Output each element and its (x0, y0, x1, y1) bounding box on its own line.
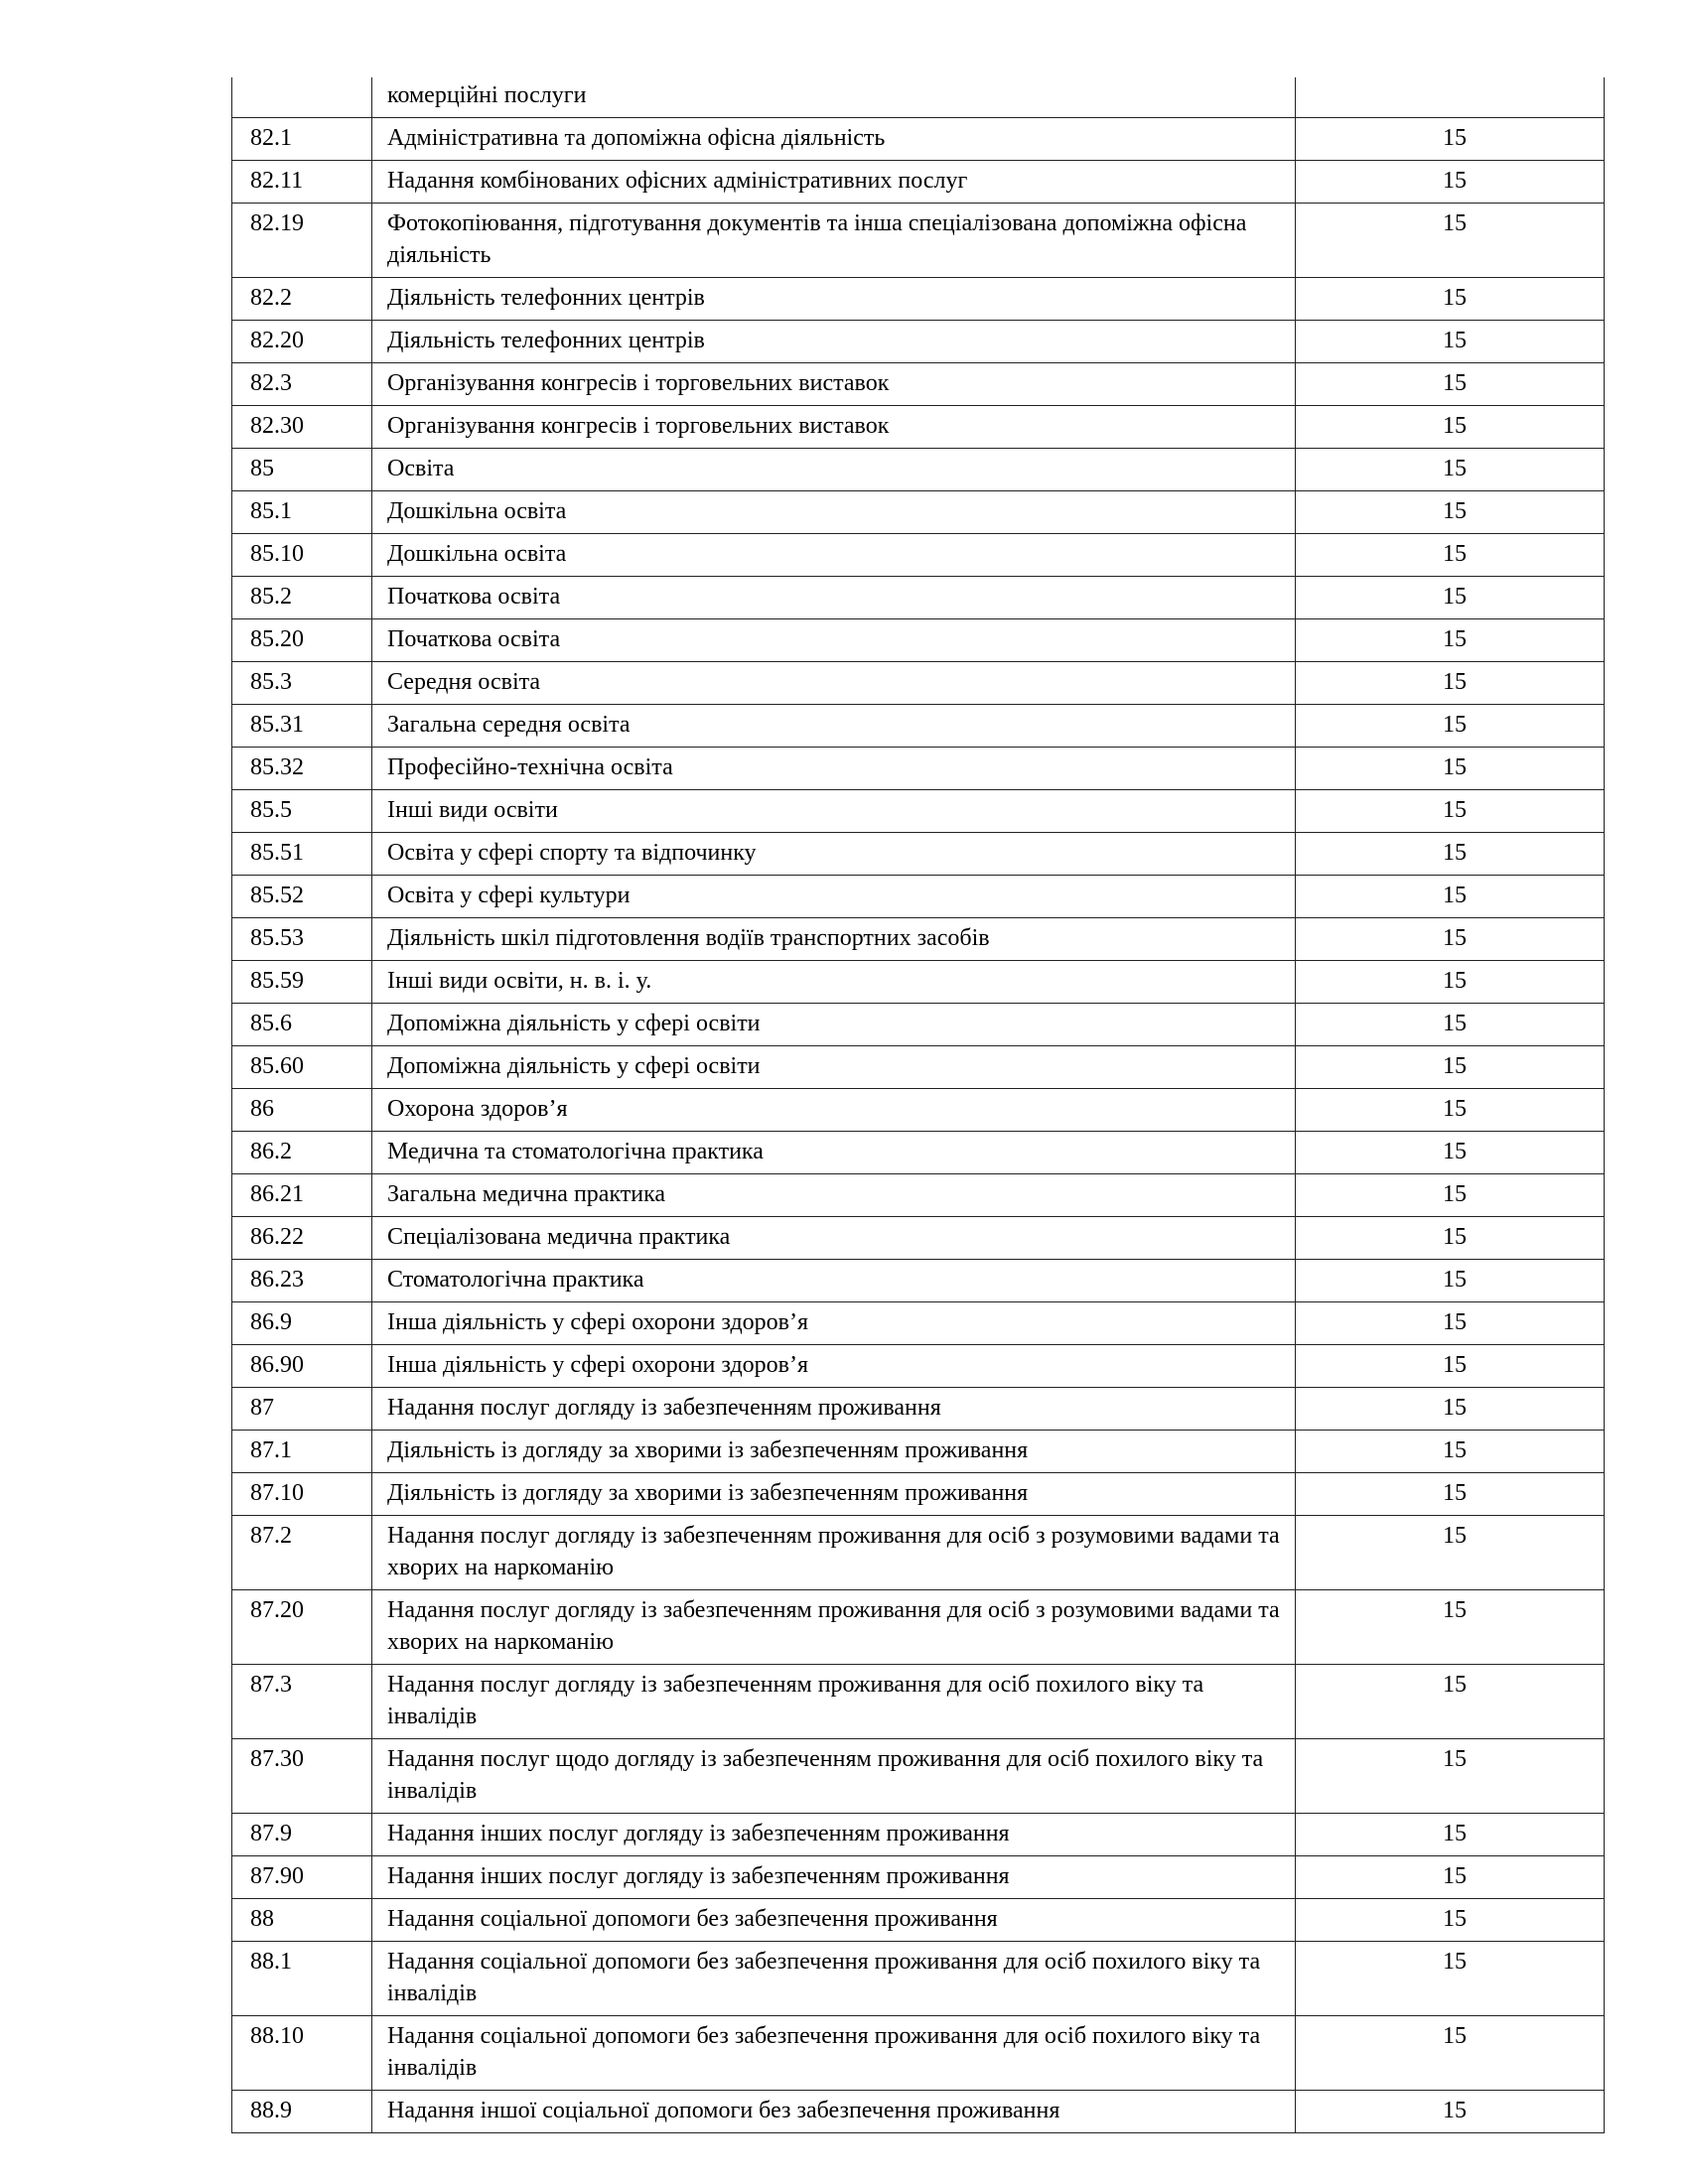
activity-name-cell: Надання інших послуг догляду із забезпеченням проживання (372, 1856, 1296, 1899)
table-row (232, 1942, 1605, 2016)
code-cell: 87.2 (232, 1516, 372, 1590)
table-row (232, 619, 1605, 662)
activity-name-cell: Діяльність телефонних центрів (372, 278, 1296, 321)
code-cell: 85.51 (232, 833, 372, 876)
activity-name-cell: Діяльність шкіл підготовлення водіїв транспортних засобів (372, 918, 1296, 961)
table-row (232, 577, 1605, 619)
code-cell: 87.90 (232, 1856, 372, 1899)
table-row (232, 1590, 1605, 1665)
table-row (232, 1899, 1605, 1942)
table-row (232, 2091, 1605, 2133)
activity-name-cell: Професійно-технічна освіта (372, 748, 1296, 790)
activity-name-cell: Діяльність із догляду за хворими із забезпеченням проживання (372, 1473, 1296, 1516)
code-cell: 85.52 (232, 876, 372, 918)
code-cell: 85.59 (232, 961, 372, 1004)
code-cell: 82.19 (232, 204, 372, 278)
code-cell: 82.20 (232, 321, 372, 363)
rate-cell: 15 (1296, 406, 1605, 449)
code-cell: 86.22 (232, 1217, 372, 1260)
code-cell: 85.32 (232, 748, 372, 790)
rate-cell: 15 (1296, 1132, 1605, 1174)
code-cell: 87 (232, 1388, 372, 1431)
code-cell: 82.2 (232, 278, 372, 321)
rate-cell: 15 (1296, 1004, 1605, 1046)
activity-name-cell: Інші види освіти (372, 790, 1296, 833)
rate-cell: 15 (1296, 1473, 1605, 1516)
code-cell: 85.2 (232, 577, 372, 619)
activity-name-cell: Надання іншої соціальної допомоги без забезпечення проживання (372, 2091, 1296, 2133)
activity-name-cell: Інші види освіти, н. в. і. у. (372, 961, 1296, 1004)
code-cell: 86.21 (232, 1174, 372, 1217)
activity-name-cell: Освіта у сфері культури (372, 876, 1296, 918)
table-row (232, 118, 1605, 161)
rate-cell: 15 (1296, 1302, 1605, 1345)
table-row (232, 204, 1605, 278)
activity-name-cell: Допоміжна діяльність у сфері освіти (372, 1004, 1296, 1046)
activity-name-cell: Освіта у сфері спорту та відпочинку (372, 833, 1296, 876)
activity-name-cell: Освіта (372, 449, 1296, 491)
activity-name-cell: Інша діяльність у сфері охорони здоров’я (372, 1302, 1296, 1345)
code-cell: 85.53 (232, 918, 372, 961)
code-cell: 86.23 (232, 1260, 372, 1302)
table-row (232, 278, 1605, 321)
activity-name-cell: Діяльність із догляду за хворими із забезпеченням проживання (372, 1431, 1296, 1473)
code-cell: 86 (232, 1089, 372, 1132)
activity-name-cell: Охорона здоров’я (372, 1089, 1296, 1132)
activity-name-cell: Середня освіта (372, 662, 1296, 705)
activity-name-cell: Надання послуг догляду із забезпеченням проживання (372, 1388, 1296, 1431)
table-row (232, 321, 1605, 363)
activity-name-cell: Загальна середня освіта (372, 705, 1296, 748)
activity-name-cell: комерційні послуги (372, 77, 1296, 118)
code-cell: 88.9 (232, 2091, 372, 2133)
table-row (232, 1004, 1605, 1046)
rate-cell: 15 (1296, 1388, 1605, 1431)
code-cell: 85.5 (232, 790, 372, 833)
table-row (232, 1388, 1605, 1431)
activity-name-cell: Надання послуг догляду із забезпеченням проживання для осіб з розумовими вадами та хворих на наркоманію (372, 1516, 1296, 1590)
activity-name-cell: Допоміжна діяльність у сфері освіти (372, 1046, 1296, 1089)
table-row (232, 748, 1605, 790)
rate-cell: 15 (1296, 118, 1605, 161)
rate-cell: 15 (1296, 1814, 1605, 1856)
activity-name-cell: Загальна медична практика (372, 1174, 1296, 1217)
rate-cell: 15 (1296, 161, 1605, 204)
rate-cell: 15 (1296, 1046, 1605, 1089)
activity-name-cell: Початкова освіта (372, 619, 1296, 662)
activity-name-cell: Надання інших послуг догляду із забезпеченням проживання (372, 1814, 1296, 1856)
table-row (232, 491, 1605, 534)
table-row (232, 1302, 1605, 1345)
activity-name-cell: Адміністративна та допоміжна офісна діяльність (372, 118, 1296, 161)
activity-name-cell: Спеціалізована медична практика (372, 1217, 1296, 1260)
code-cell: 85 (232, 449, 372, 491)
table-row (232, 1431, 1605, 1473)
rate-cell: 15 (1296, 491, 1605, 534)
activity-codes-table (231, 77, 1605, 2133)
rate-cell: 15 (1296, 1856, 1605, 1899)
rate-cell: 15 (1296, 1217, 1605, 1260)
rate-cell: 15 (1296, 534, 1605, 577)
code-cell: 87.30 (232, 1739, 372, 1814)
rate-cell: 15 (1296, 204, 1605, 278)
table-row (232, 1856, 1605, 1899)
table-row (232, 1345, 1605, 1388)
table-row (232, 705, 1605, 748)
rate-cell: 15 (1296, 1942, 1605, 2016)
activity-name-cell: Стоматологічна практика (372, 1260, 1296, 1302)
code-cell: 87.20 (232, 1590, 372, 1665)
rate-cell: 15 (1296, 2091, 1605, 2133)
rate-cell: 15 (1296, 363, 1605, 406)
rate-cell: 15 (1296, 1665, 1605, 1739)
activity-name-cell: Медична та стоматологічна практика (372, 1132, 1296, 1174)
activity-name-cell: Надання послуг щодо догляду із забезпеченням проживання для осіб похилого віку та інвалідів (372, 1739, 1296, 1814)
rate-cell: 15 (1296, 918, 1605, 961)
code-cell: 87.3 (232, 1665, 372, 1739)
table-row (232, 961, 1605, 1004)
code-cell: 86.2 (232, 1132, 372, 1174)
code-cell: 85.1 (232, 491, 372, 534)
table-row (232, 2016, 1605, 2091)
code-cell: 82.3 (232, 363, 372, 406)
rate-cell: 15 (1296, 961, 1605, 1004)
table-row (232, 534, 1605, 577)
code-cell: 88.10 (232, 2016, 372, 2091)
rate-cell: 15 (1296, 278, 1605, 321)
rate-cell: 15 (1296, 876, 1605, 918)
rate-cell: 15 (1296, 1345, 1605, 1388)
table-row (232, 1665, 1605, 1739)
table-row (232, 1739, 1605, 1814)
code-cell: 85.60 (232, 1046, 372, 1089)
rate-cell: 15 (1296, 1260, 1605, 1302)
rate-cell: 15 (1296, 2016, 1605, 2091)
activity-name-cell: Початкова освіта (372, 577, 1296, 619)
rate-cell: 15 (1296, 1431, 1605, 1473)
table-row (232, 1089, 1605, 1132)
activity-name-cell: Надання послуг догляду із забезпеченням проживання для осіб похилого віку та інвалідів (372, 1665, 1296, 1739)
code-cell: 87.1 (232, 1431, 372, 1473)
activity-name-cell: Дошкільна освіта (372, 491, 1296, 534)
rate-cell: 15 (1296, 577, 1605, 619)
table-row (232, 1516, 1605, 1590)
activity-name-cell: Надання соціальної допомоги без забезпечення проживання (372, 1899, 1296, 1942)
table-row (232, 1217, 1605, 1260)
code-cell: 85.10 (232, 534, 372, 577)
rate-cell: 15 (1296, 1899, 1605, 1942)
activity-name-cell: Організування конгресів і торговельних виставок (372, 406, 1296, 449)
activity-name-cell: Надання послуг догляду із забезпеченням проживання для осіб з розумовими вадами та хворих на наркоманію (372, 1590, 1296, 1665)
table-row (232, 1260, 1605, 1302)
table-row (232, 1132, 1605, 1174)
table-row (232, 161, 1605, 204)
code-cell: 82.1 (232, 118, 372, 161)
rate-cell: 15 (1296, 662, 1605, 705)
activity-name-cell: Надання соціальної допомоги без забезпечення проживання для осіб похилого віку та інвалідів (372, 1942, 1296, 2016)
rate-cell: 15 (1296, 705, 1605, 748)
table-row (232, 363, 1605, 406)
code-cell: 82.30 (232, 406, 372, 449)
code-cell: 86.9 (232, 1302, 372, 1345)
activity-name-cell: Надання комбінованих офісних адміністративних послуг (372, 161, 1296, 204)
table-body (232, 77, 1605, 2133)
rate-cell: 15 (1296, 790, 1605, 833)
document-page (231, 77, 1598, 2133)
code-cell: 85.31 (232, 705, 372, 748)
code-cell: 82.11 (232, 161, 372, 204)
activity-name-cell: Інша діяльність у сфері охорони здоров’я (372, 1345, 1296, 1388)
code-cell: 88.1 (232, 1942, 372, 2016)
code-cell: 85.6 (232, 1004, 372, 1046)
table-row (232, 876, 1605, 918)
table-row (232, 1046, 1605, 1089)
table-row (232, 833, 1605, 876)
rate-cell: 15 (1296, 1089, 1605, 1132)
table-row (232, 790, 1605, 833)
activity-name-cell: Діяльність телефонних центрів (372, 321, 1296, 363)
table-row (232, 1814, 1605, 1856)
table-row-continuation (232, 77, 1605, 118)
rate-cell: 15 (1296, 619, 1605, 662)
code-cell: 87.10 (232, 1473, 372, 1516)
table-row (232, 918, 1605, 961)
rate-cell: 15 (1296, 1739, 1605, 1814)
rate-cell: 15 (1296, 748, 1605, 790)
code-cell: 86.90 (232, 1345, 372, 1388)
rate-cell: 15 (1296, 1174, 1605, 1217)
activity-name-cell: Фотокопіювання, підготування документів та інша спеціалізована допоміжна офісна діяльність (372, 204, 1296, 278)
rate-cell: 15 (1296, 321, 1605, 363)
activity-name-cell: Організування конгресів і торговельних виставок (372, 363, 1296, 406)
rate-cell: 15 (1296, 1516, 1605, 1590)
rate-cell (1296, 77, 1605, 118)
code-cell: 88 (232, 1899, 372, 1942)
code-cell (232, 77, 372, 118)
table-row (232, 662, 1605, 705)
activity-name-cell: Дошкільна освіта (372, 534, 1296, 577)
table-row (232, 1174, 1605, 1217)
table-row (232, 406, 1605, 449)
rate-cell: 15 (1296, 833, 1605, 876)
activity-name-cell: Надання соціальної допомоги без забезпечення проживання для осіб похилого віку та інвалідів (372, 2016, 1296, 2091)
code-cell: 87.9 (232, 1814, 372, 1856)
rate-cell: 15 (1296, 1590, 1605, 1665)
code-cell: 85.20 (232, 619, 372, 662)
table-row (232, 1473, 1605, 1516)
table-row (232, 449, 1605, 491)
rate-cell: 15 (1296, 449, 1605, 491)
code-cell: 85.3 (232, 662, 372, 705)
